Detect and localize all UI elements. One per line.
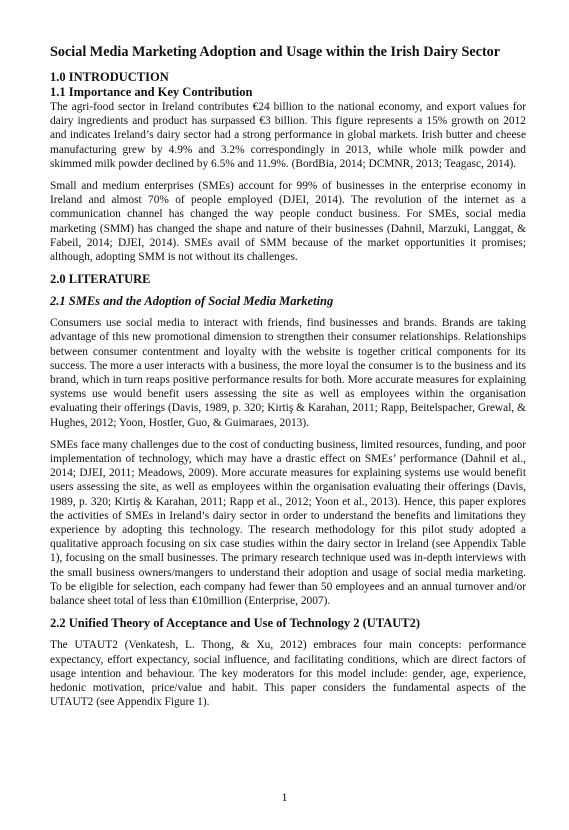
page-number: 1: [281, 790, 288, 804]
paragraph-challenges: SMEs face many challenges due to the cost of conducting business, limited resources, funding, and poor implementation of technology, which may have a drastic effect on SMEs’ performance (Dahnil et al., 2014; DJEI, 2011; Meadows, 2009). More accurate measures for explaining systems use would benefit users assessing the site, as well as employees within the organisation evaluating their offerings (Davis, 1989, p. 320; Kirtiş & Karahan, 2011; Rapp et al., 2012; Yoon et al., 2013). Hence, this paper explores the activities of SMEs in Ireland’s dairy sector in order to understand the benefits and limitations they experience by adopting this technology. The research methodology for this pilot study adopted a qualitative approach focusing on six case studies within the dairy sector in Ireland (see Appendix Table 1), focusing on the small businesses. The primary research technique used was in-depth interviews with the small business owners/mangers to understand their adoption and usage of social media marketing. To be eligible for selection, each company had fewer than 50 employees and an annual turnover and/or balance sheet total of less than €10million (Enterprise, 2007).: [50, 438, 526, 608]
paragraph-consumers: Consumers use social media to interact with friends, find businesses and brands. Brands are taking advantage of this new promotional dimension to strengthen their consumer relationships. Relationships between consumer contentment and loyalty with the website is together critical components for its success. The more a user interacts with a business, the more loyal the consumer is to the business and its brand, which in turn reaps positive performance results for both. More accurate measures for explaining systems use would benefit users assessing the site as well as employees within the organisation evaluating their offerings (Davis, 1989, p. 320; Kirtiş & Karahan, 2011; Rapp, Beitelspacher, Grewal, & Hughes, 2012; Yoon, Hostler, Guo, & Guimaraes, 2013).: [50, 317, 526, 429]
paragraph-smes: Small and medium enterprises (SMEs) account for 99% of businesses in the enterprise economy in Ireland and almost 70% of people employed (DJEI, 2014). The revolution of the internet as a communication channel has changed the way people conduct business. For SMEs, social media marketing (SMM) has changed the shape and nature of their businesses (Dahnil, Marzuki, Langgat, & Fabeil, 2014; DJEI, 2014). SMEs avail of SMM because of the market opportunities it promises; although, adopting SMM is not without its challenges.: [50, 180, 526, 264]
subsection-heading-utaut2: 2.2 Unified Theory of Acceptance and Use of Technology 2 (UTAUT2): [50, 616, 421, 631]
section-heading-literature: 2.0 LITERATURE: [50, 272, 151, 287]
subsection-heading-sme-adoption: 2.1 SMEs and the Adoption of Social Media Marketing: [50, 294, 334, 309]
section-heading-introduction: 1.0 INTRODUCTION: [50, 70, 169, 84]
paragraph-utaut2: The UTAUT2 (Venkatesh, L. Thong, & Xu, 2012) embraces four main concepts: performance expectancy, effort expectancy, social influence, and facilitating conditions, which are direct factors of usage intention and behaviour. The key moderators for this model include: gender, age, experience, hedonic motivation, price/value and habit. This paper considers the fundamental aspects of the UTAUT2 (see Appendix Figure 1).: [50, 639, 526, 709]
subsection-heading-importance: 1.1 Importance and Key Contribution: [50, 85, 253, 99]
paper-title: Social Media Marketing Adoption and Usage within the Irish Dairy Sector: [50, 44, 501, 60]
document-page: [50, 44, 526, 717]
paragraph-agri-food: The agri-food sector in Ireland contributes €24 billion to the national economy, and export values for dairy ingredients and product has surpassed €3 billion. This figure represents a 15% growth on 2012 and indicates Ireland’s dairy sector had a strong performance in global markets. Irish butter and cheese manufacturing grew by 4.9% and 3.2% correspondingly in 2013, while whole milk powder and skimmed milk powder declined by 6.5% and 11.9%. (BordBia, 2014; DCMNR, 2013; Teagasc, 2014).: [50, 101, 526, 170]
